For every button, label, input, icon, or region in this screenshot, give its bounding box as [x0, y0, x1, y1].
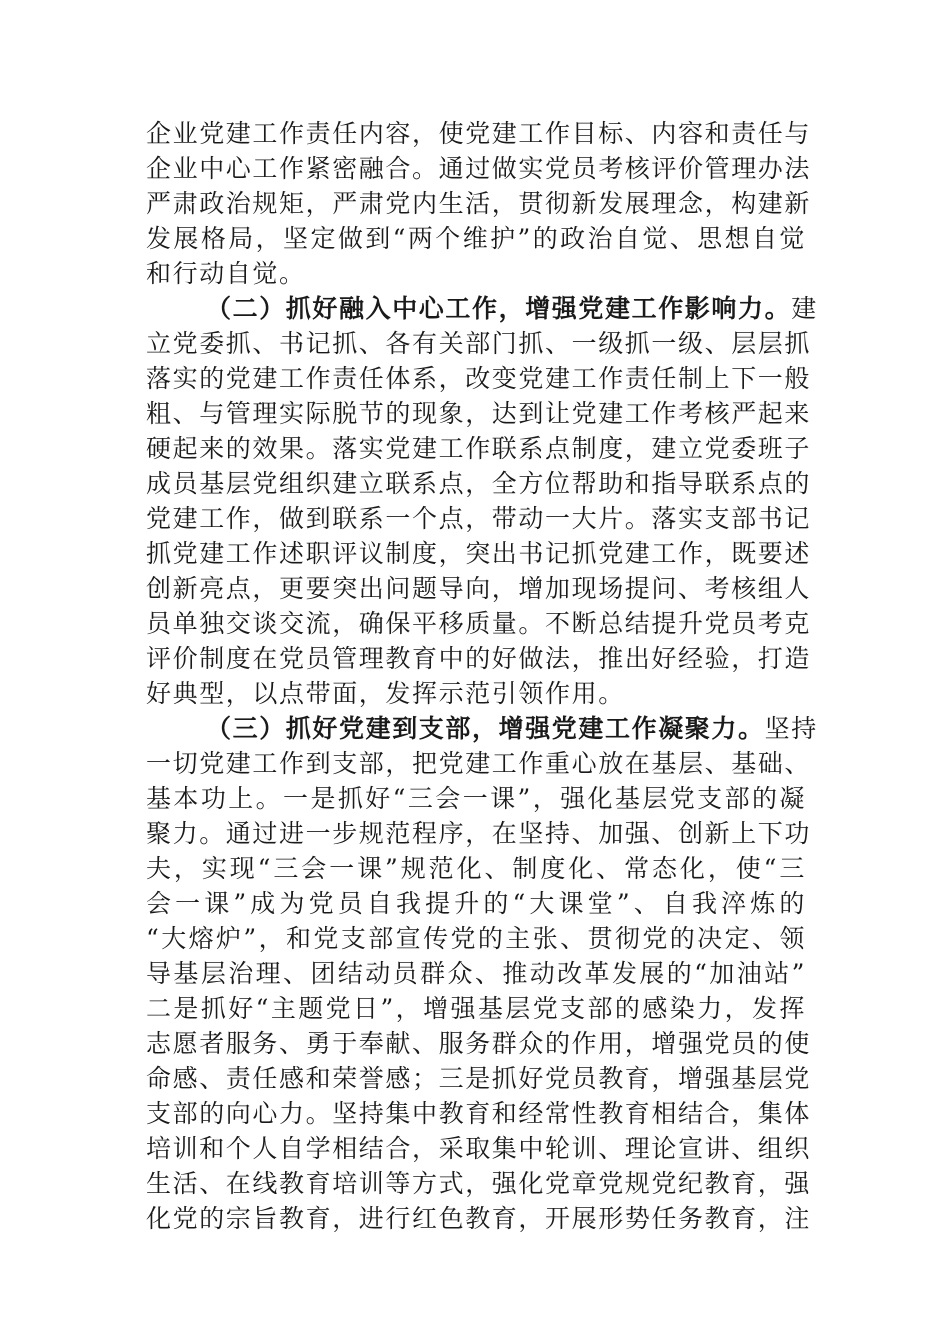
text-line: 立党委抓、书记抓、各有关部门抓、一级抓一级、层层抓: [146, 329, 812, 358]
text-line: 严肃政治规矩，严肃党内生活，贯彻新发展理念，构建新: [146, 189, 812, 218]
paragraph-3: [146, 711, 818, 1236]
text-line: 培训和个人自学相结合，采取集中轮训、理论宣讲、组织: [146, 1134, 812, 1163]
text-line: “大熔炉”，和党支部宣传党的主张、贯彻党的决定、领: [146, 924, 806, 953]
text-line: 硬起来的效果。落实党建工作联系点制度，建立党委班子: [146, 434, 812, 463]
text-line: 化党的宗旨教育，进行红色教育，开展形势任务教育，注: [146, 1204, 812, 1233]
text-run: 建: [791, 294, 818, 323]
text-line: 生活、在线教育培训等方式，强化党章党规党纪教育，强: [146, 1169, 812, 1198]
text-line: 落实的党建工作责任体系，改变党建工作责任制上下一般: [146, 364, 812, 393]
paragraph-1: [146, 116, 812, 291]
section-heading-2: （二）抓好融入中心工作，增强党建工作影响力。: [206, 294, 792, 323]
text-line: 二是抓好“主题党日”，增强基层党支部的感染力，发挥: [146, 994, 806, 1023]
paragraph-3-first-line: [146, 711, 818, 746]
text-line: 成员基层党组织建立联系点，全方位帮助和指导联系点的: [146, 469, 812, 498]
text-line: 命感、责任感和荣誉感；三是抓好党员教育，增强基层党: [146, 1064, 812, 1093]
section-heading-3: （三）抓好党建到支部，增强党建工作凝聚力。: [206, 714, 765, 743]
text-line: 志愿者服务、勇于奉献、服务群众的作用，增强党员的使: [146, 1029, 812, 1058]
paragraph-2-first-line: [146, 291, 818, 326]
text-line: 基本功上。一是抓好“三会一课”，强化基层党支部的凝: [146, 784, 806, 813]
text-line: 党建工作，做到联系一个点，带动一大片。落实支部书记: [146, 504, 812, 533]
text-line: 企业中心工作紧密融合。通过做实党员考核评价管理办法: [146, 154, 812, 183]
text-line: 聚力。通过进一步规范程序，在坚持、加强、创新上下功: [146, 819, 812, 848]
text-run: 坚持: [764, 714, 818, 743]
text-line: 导基层治理、团结动员群众、推动改革发展的“加油站”: [146, 959, 806, 988]
text-line: 会一课”成为党员自我提升的“大课堂”、自我淬炼的: [146, 889, 806, 918]
text-line: 员单独交谈交流，确保平移质量。不断总结提升党员考克: [146, 609, 812, 638]
text-line: 发展格局，坚定做到“两个维护”的政治自觉、思想自觉: [146, 224, 806, 253]
text-line: 粗、与管理实际脱节的现象，达到让党建工作考核严起来: [146, 399, 812, 428]
text-line: 夫，实现“三会一课”规范化、制度化、常态化，使“三: [146, 854, 806, 883]
text-line: 抓党建工作述职评议制度，突出书记抓党建工作，既要述: [146, 539, 812, 568]
text-line: 一切党建工作到支部，把党建工作重心放在基层、基础、: [146, 749, 812, 778]
document-page: [146, 116, 818, 1236]
text-line: 评价制度在党员管理教育中的好做法，推出好经验，打造: [146, 644, 812, 673]
text-line: 和行动自觉。: [146, 259, 306, 288]
text-line: 好典型，以点带面，发挥示范引领作用。: [146, 679, 625, 708]
text-line: 创新亮点，更要突出问题导向，增加现场提问、考核组人: [146, 574, 812, 603]
text-line: 企业党建工作责任内容，使党建工作目标、内容和责任与: [146, 119, 812, 148]
text-line: 支部的向心力。坚持集中教育和经常性教育相结合，集体: [146, 1099, 812, 1128]
paragraph-2: [146, 291, 818, 711]
